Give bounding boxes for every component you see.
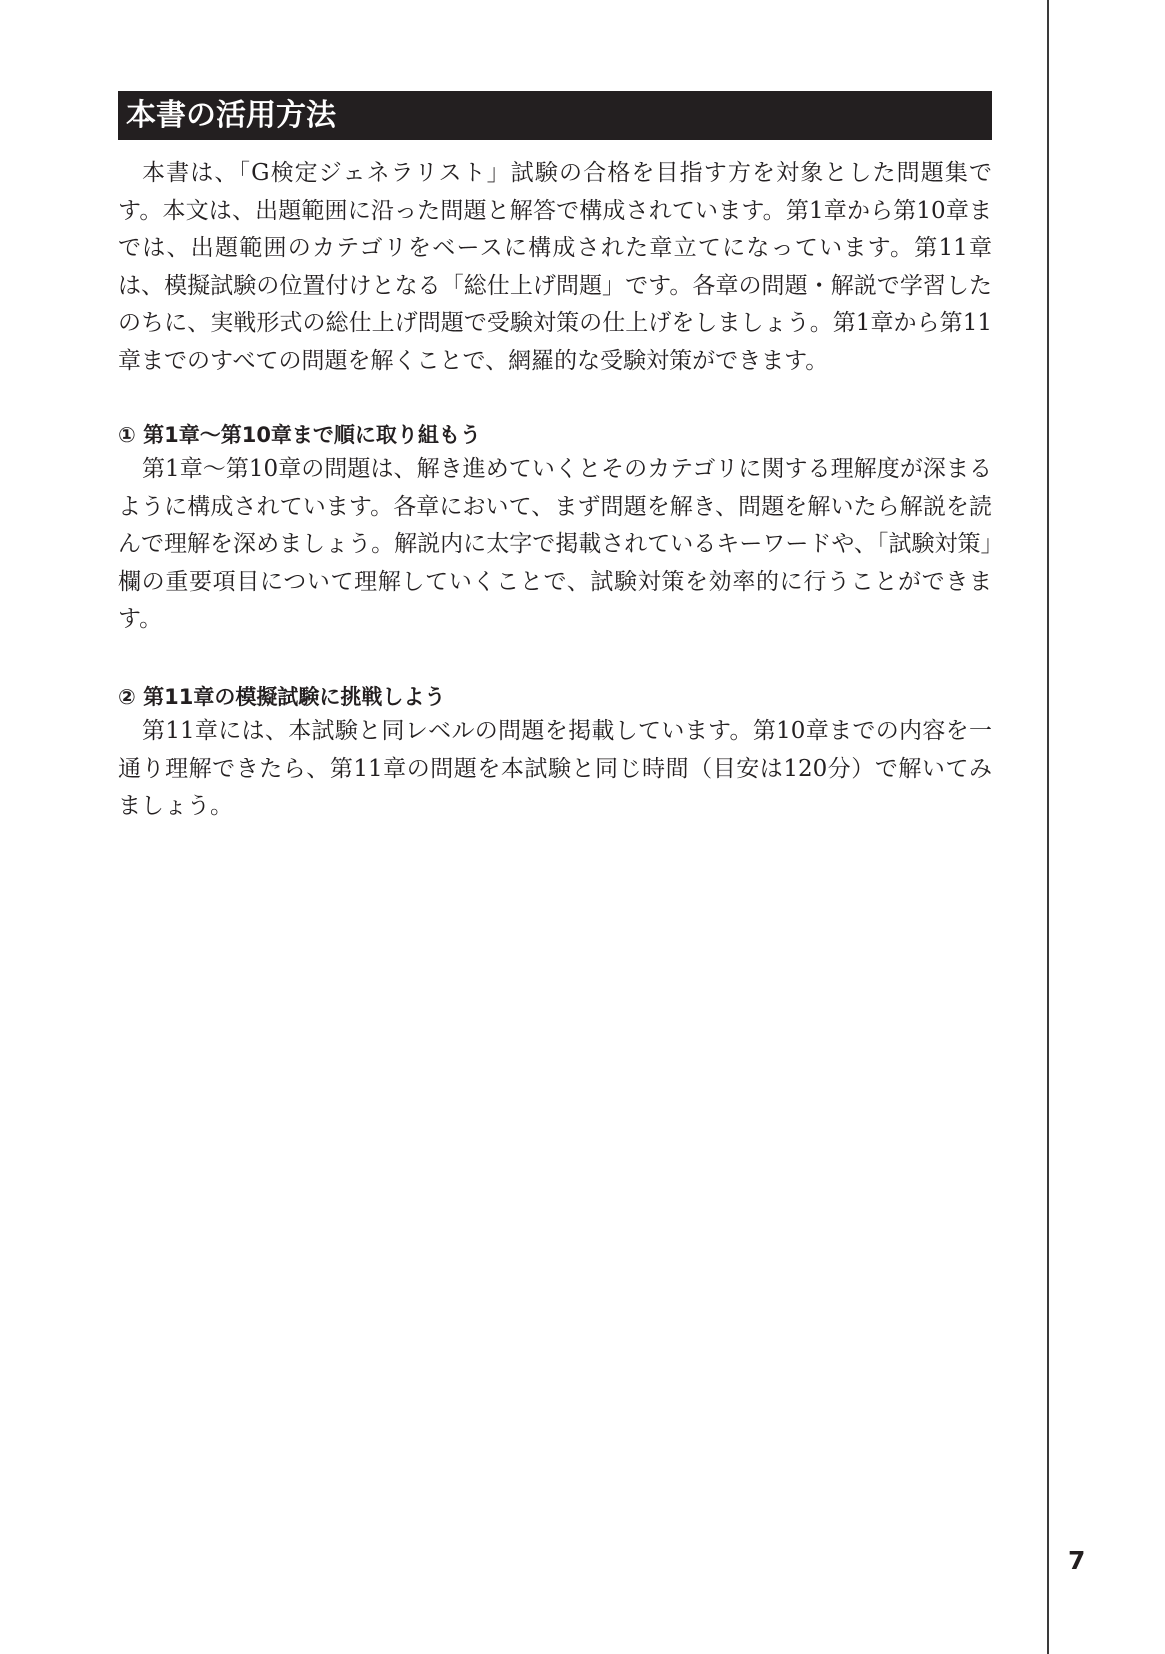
section-heading-mock-exam: ② 第11章の模擬試験に挑戦しよう <box>118 685 446 709</box>
page-edge-rule <box>1047 0 1049 1654</box>
section-heading-chapters-1-10: ① 第1章〜第10章まで順に取り組もう <box>118 423 481 447</box>
section-body-chapters-1-10: 第1章〜第10章の問題は、解き進めていくとそのカテゴリに関する理解度が深まるように構成されています。各章において、まず問題を解き、問題を解いたら解説を読んで理解を深めましょう。解説内に太字で掲載されているキーワードや、「試験対策」欄の重要項目について理解していくことで、試験対策を効率的に行うことができます。 <box>118 456 992 632</box>
section-title-bar <box>118 91 992 140</box>
section-body-mock-exam: 第11章には、本試験と同レベルの問題を掲載しています。第10章までの内容を一通り理解できたら、第11章の問題を本試験と同じ時間（目安は120分）で解いてみましょう。 <box>118 718 992 819</box>
intro-paragraph: 本書は、「G検定ジェネラリスト」試験の合格を目指す方を対象とした問題集です。本文は、出題範囲に沿った問題と解答で構成されています。第1章から第10章までは、出題範囲のカテゴリをベースに構成された章立てになっています。第11章は、模擬試験の位置付けとなる「総仕上げ問題」です。各章の問題・解説で学習したのちに、実戦形式の総仕上げ問題で受験対策の仕上げをしましょう。第1章から第11章までのすべての問題を解くことで、網羅的な受験対策ができます。 <box>118 160 992 374</box>
page-title: 本書の活用方法 <box>126 98 336 133</box>
page-number: 7 <box>1068 1546 1086 1575</box>
